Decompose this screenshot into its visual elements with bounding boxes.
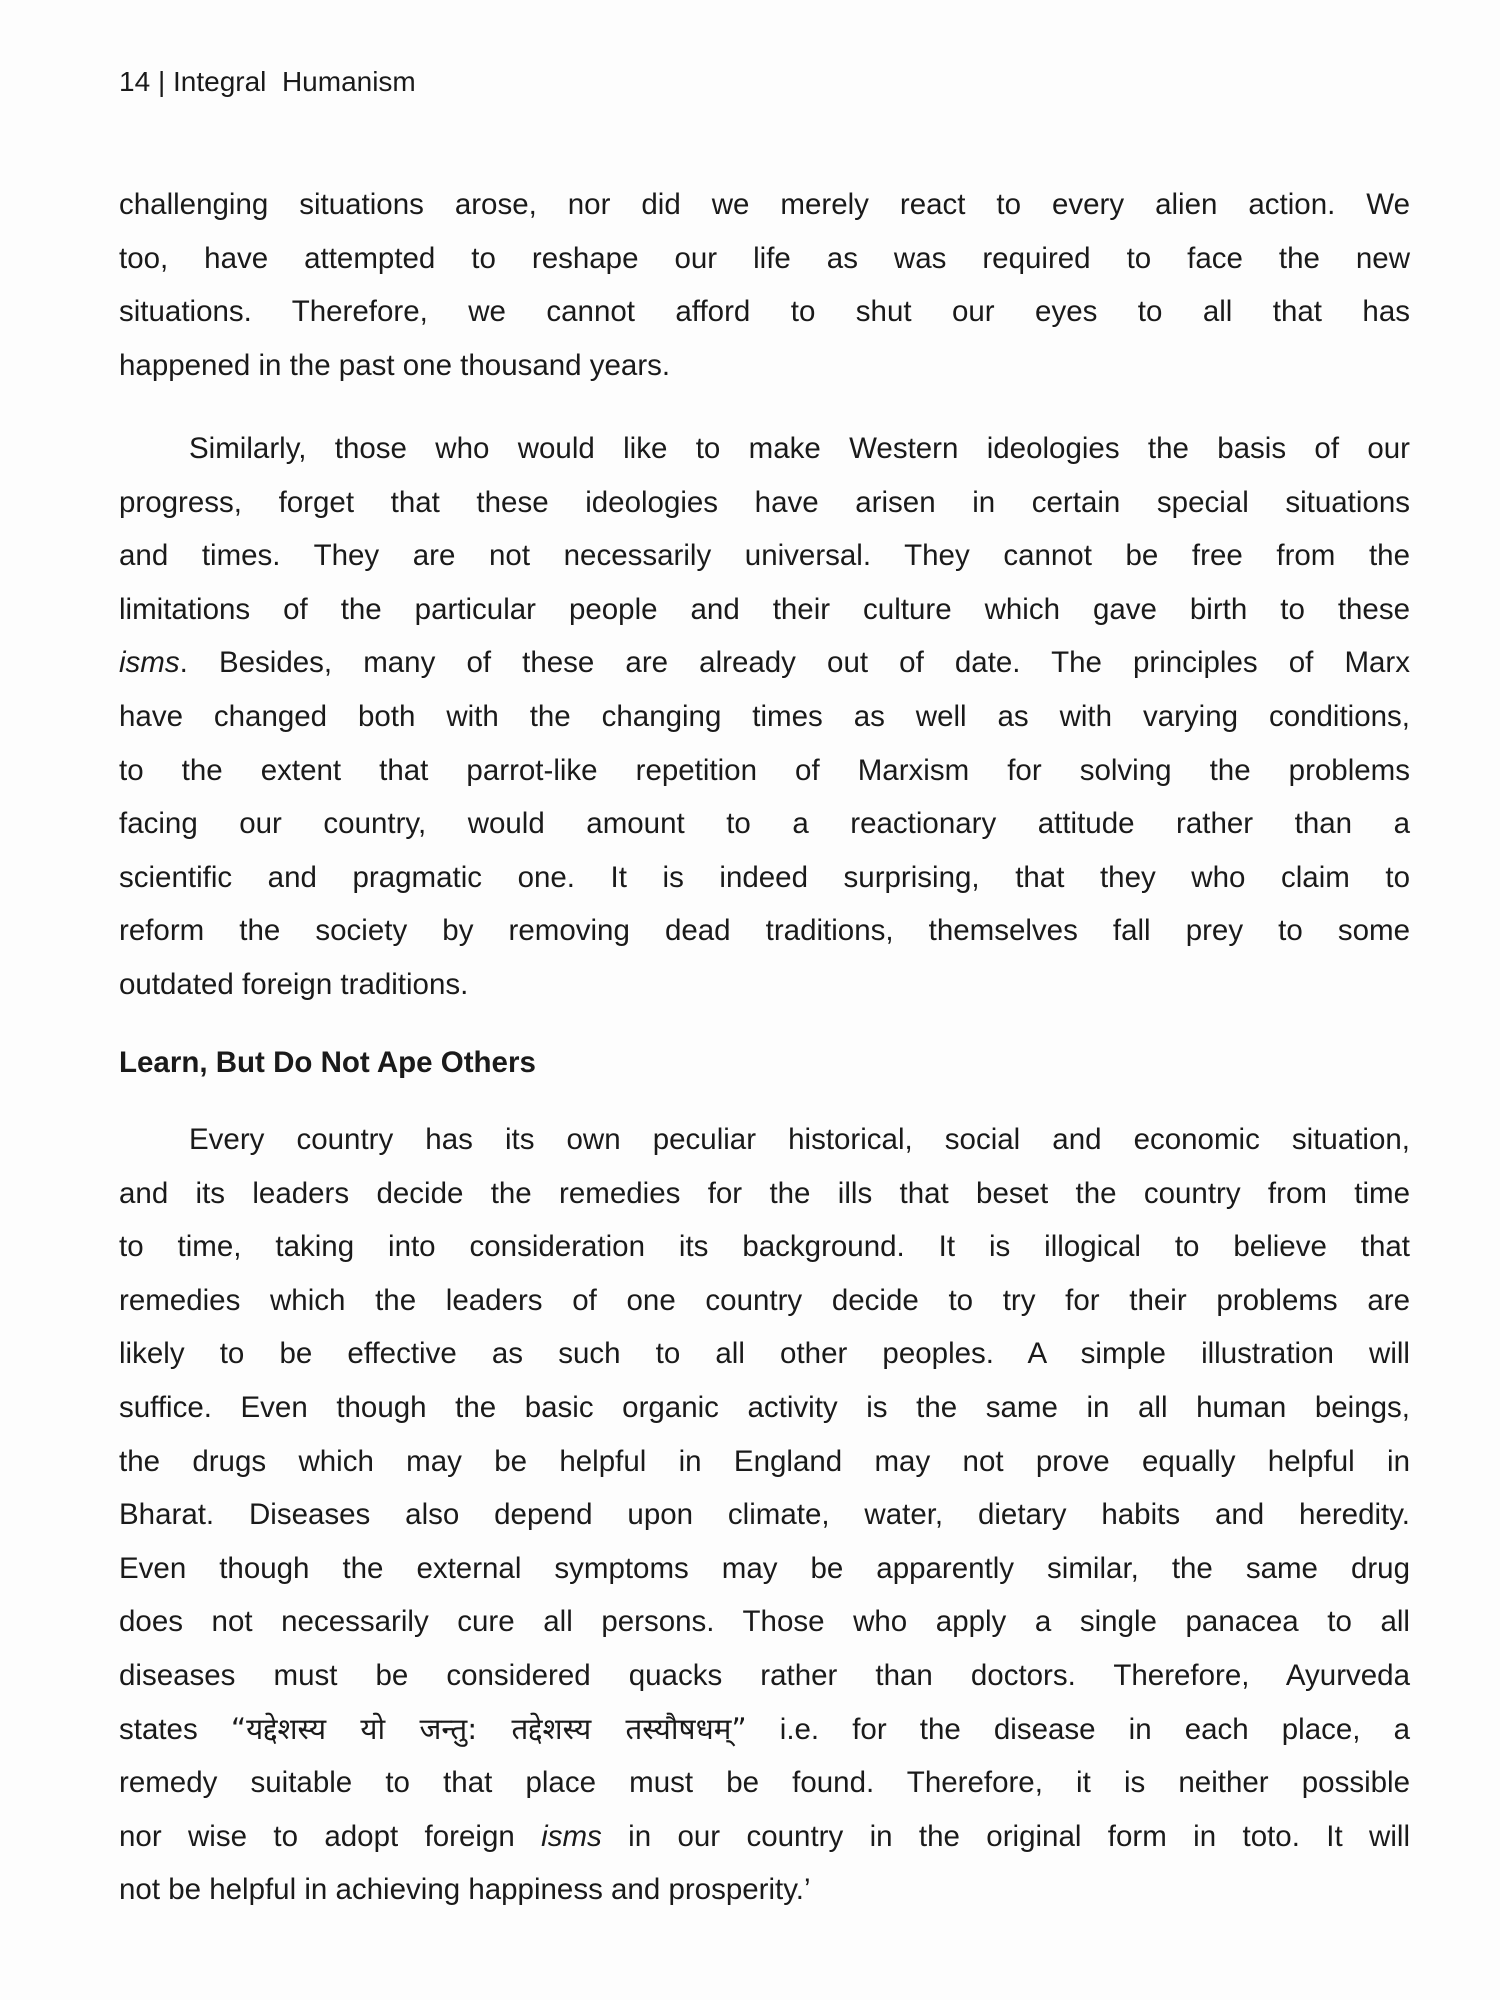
text-segment: likely to be effective as such to all other peoples. A simple illustration will [119, 1337, 1410, 1371]
text-line [119, 422, 1410, 476]
text-segment: suffice. Even though the basic organic activity is the same in all human beings, [119, 1390, 1410, 1424]
book-title: Integral Humanism [173, 66, 416, 97]
text-segment: . Besides, many of these are already out of date. The principles of Marx [179, 646, 1410, 680]
paragraph-2 [119, 422, 1410, 1012]
text-line [119, 178, 1410, 232]
text-segment: happened in the past one thousand years. [119, 348, 671, 382]
text-line [119, 958, 1410, 1012]
text-line [119, 744, 1410, 798]
text-segment: situations. Therefore, we cannot afford to shut our eyes to all that has [119, 295, 1410, 329]
text-line [119, 339, 1410, 393]
text-segment: Similarly, those who would like to make Western ideologies the basis of our [189, 432, 1410, 465]
text-segment: to time, taking into consideration its background. It is illogical to believe that [119, 1230, 1410, 1264]
text-line [119, 1113, 1410, 1167]
text-line [119, 1381, 1410, 1435]
text-line [119, 1542, 1410, 1596]
sanskrit-quote: “यद्देशस्य यो जन्तु: तद्देशस्य तस्यौषधम्” [230, 1711, 747, 1746]
text-line [119, 904, 1410, 958]
text-line [119, 1756, 1410, 1810]
text-segment: and its leaders decide the remedies for the ills that beset the country from time [119, 1176, 1410, 1210]
text-segment: does not necessarily cure all persons. Those who apply a single panacea to all [119, 1605, 1410, 1639]
text-segment: progress, forget that these ideologies have arisen in certain special situations [119, 485, 1410, 519]
text-line [119, 1595, 1410, 1649]
text-segment: remedy suitable to that place must be found. Therefore, it is neither possible [119, 1766, 1410, 1800]
text-segment: limitations of the particular people and their culture which gave birth to these [119, 592, 1410, 626]
text-line [119, 1488, 1410, 1542]
text-segment: challenging situations arose, nor did we merely react to every alien action. We [119, 188, 1410, 221]
header-separator: | [157, 66, 166, 97]
text-line [119, 1274, 1410, 1328]
text-segment: scientific and pragmatic one. It is indeed surprising, that they who claim to [119, 860, 1410, 894]
text-line [119, 1167, 1410, 1221]
page-number: 14 [119, 66, 151, 97]
section-heading: Learn, But Do Not Ape Others [119, 1046, 536, 1079]
paragraph-1 [119, 178, 1410, 392]
text-line [119, 1435, 1410, 1489]
text-line [119, 476, 1410, 530]
text-segment: states [119, 1712, 231, 1746]
text-segment: remedies which the leaders of one country decide to try for their problems are [119, 1283, 1410, 1317]
text-segment: nor wise to adopt foreign [119, 1819, 542, 1853]
text-segment: outdated foreign traditions. [119, 967, 469, 1001]
text-line [119, 1810, 1410, 1864]
text-segment: i.e. for the disease in each place, a [746, 1712, 1411, 1746]
text-line [119, 1220, 1410, 1274]
italic-text: isms [541, 1819, 602, 1853]
text-line [119, 851, 1410, 905]
text-segment: reform the society by removing dead traditions, themselves fall prey to some [119, 914, 1410, 948]
text-line [119, 285, 1410, 339]
text-segment: and times. They are not necessarily universal. They cannot be free from the [119, 539, 1410, 573]
text-line [119, 690, 1410, 744]
text-segment: Every country has its own peculiar historical, social and economic situation, [189, 1123, 1410, 1156]
text-line [119, 232, 1410, 286]
text-line [119, 529, 1410, 583]
text-segment: in our country in the original form in toto. It will [601, 1819, 1410, 1853]
text-segment: to the extent that parrot-like repetition of Marxism for solving the problems [119, 753, 1410, 787]
text-line [119, 1327, 1410, 1381]
text-segment: facing our country, would amount to a reactionary attitude rather than a [119, 807, 1410, 841]
text-segment: Even though the external symptoms may be apparently similar, the same drug [119, 1551, 1410, 1585]
text-segment: have changed both with the changing times as well as with varying conditions, [119, 699, 1410, 733]
text-segment: Bharat. Diseases also depend upon climate, water, dietary habits and heredity. [119, 1498, 1410, 1532]
paragraph-3 [119, 1113, 1410, 1917]
text-line [119, 797, 1410, 851]
text-line [119, 583, 1410, 637]
text-line [119, 1649, 1410, 1703]
text-line [119, 1703, 1410, 1757]
text-line [119, 1863, 1410, 1917]
text-segment: diseases must be considered quacks rather than doctors. Therefore, Ayurveda [119, 1658, 1410, 1692]
text-line [119, 636, 1410, 690]
running-header [119, 66, 416, 98]
text-segment: not be helpful in achieving happiness and prosperity.’ [119, 1873, 811, 1907]
text-segment: the drugs which may be helpful in England may not prove equally helpful in [119, 1444, 1410, 1478]
text-segment: too, have attempted to reshape our life as was required to face the new [119, 241, 1410, 275]
italic-text: isms [119, 646, 180, 680]
